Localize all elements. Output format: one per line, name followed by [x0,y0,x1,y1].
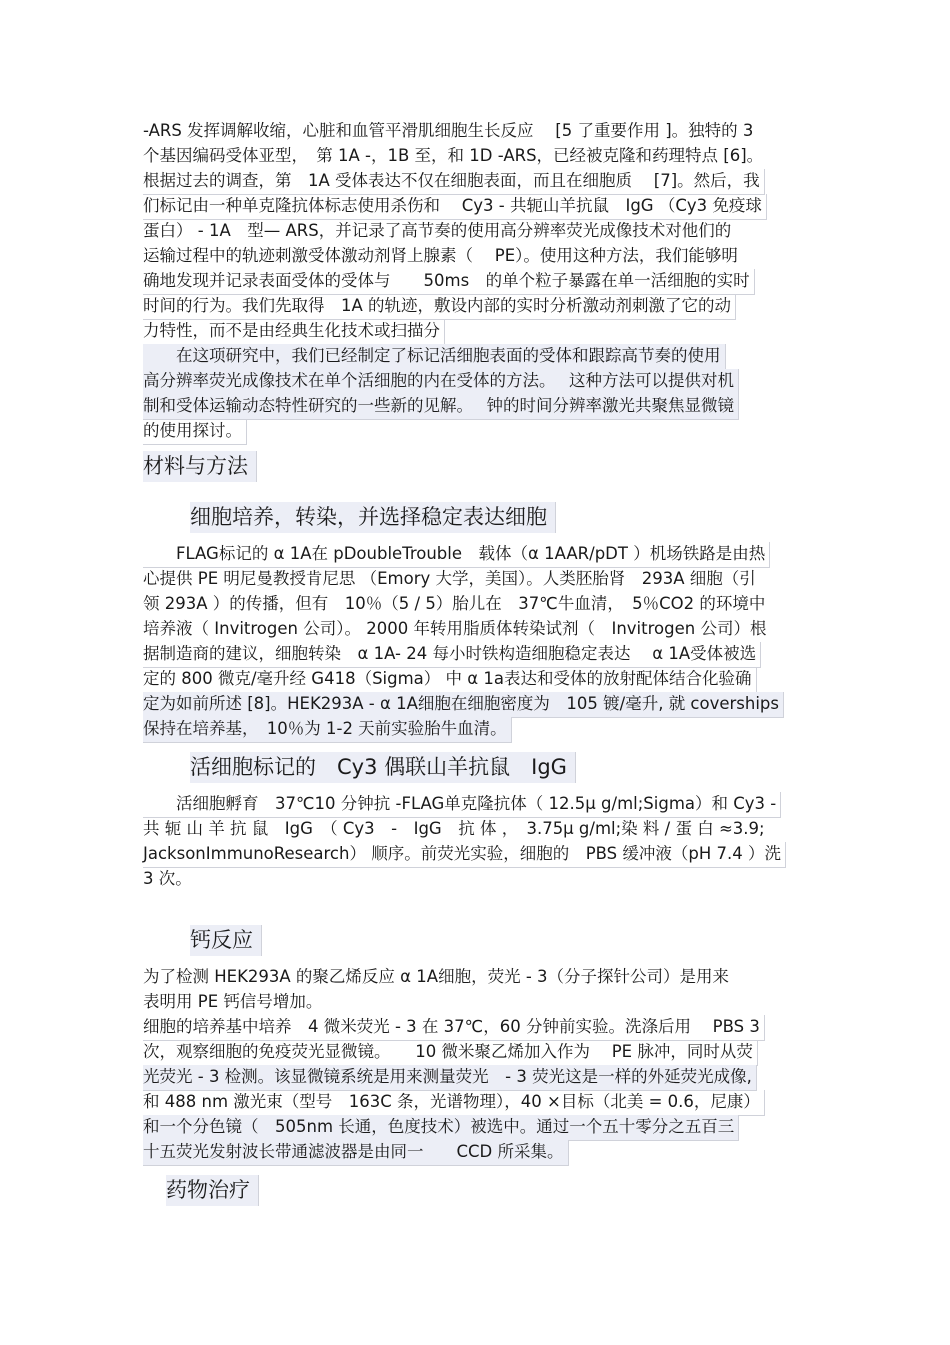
subheading-labeling: 活细胞标记的 Cy3 偶联山羊抗鼠 IgG [190,752,576,783]
intro2-line: 制和受体运输动态特性研究的一些新的见解。 钟的时间分辨率激光共聚焦显微镜 [143,394,739,420]
intro2-line: 的使用探讨。 [143,419,247,445]
intro-line: -ARS 发挥调解收缩，心脏和血管平滑肌细胞生长反应 [5 了重要作用 ]。独特的 3 [143,121,754,140]
intro-line: 力特性，而不是由经典生化技术或扫描分 [143,319,445,345]
subheading-culture: 细胞培养，转染，并选择稳定表达细胞 [190,502,556,533]
culture-line: 领 293A ）的传播，但有 10％（5 / 5）胎儿在 37℃牛血清， 5％CO2 的环境中 [143,594,766,613]
labeling-line: 活细胞孵育 37℃10 分钟抗 -FLAG单克隆抗体（ 12.5μ g/ml;Sigma）和 Cy3 - [143,792,781,818]
calcium-line: 十五荧光发射波长带通滤波器是由同一 CCD 所采集。 [143,1140,569,1166]
calcium-line: 次，观察细胞的免疫荧光显微镜。 10 微米聚乙烯加入作为 PE 脉冲，同时从荧 [143,1040,758,1066]
labeling-line: 3 次。 [143,869,192,888]
subheading-drug: 药物治疗 [166,1175,259,1206]
culture-line: 定的 800 微克/毫升经 G418（Sigma） 中 α 1a表达和受体的放射配体结合化验确 [143,667,757,693]
culture-line: FLAG标记的 α 1A在 pDoubleTrouble 载体（α 1AAR/pDT ）机场铁路是由热 [143,542,770,568]
culture-line: 据制造商的建议，细胞转染 α 1A- 24 每小时铁构造细胞稳定表达 α 1A受体被选 [143,642,761,668]
calcium-line: 光荧光 - 3 检测。该显微镜系统是用来测量荧光 - 3 荧光这是一样的外延荧光成像, [143,1065,757,1091]
culture-line: 心提供 PE 明尼曼教授肯尼思 （Emory 大学，美国）。人类胚胎肾 293A 细胞（引 [143,569,756,588]
calcium-line: 和 488 nm 激光束（型号 163C 条，光谱物理），40 ×目标（北美 = 0.6，尼康） [143,1090,765,1116]
culture-line: 定为如前所述 [8]。HEK293A - α 1A细胞在细胞密度为 105 镀/毫升, 就 coverships [143,692,784,718]
labeling-line: 共 轭 山 羊 抗 鼠 IgG （ Cy3 - IgG 抗 体 ， 3.75μ g/ml;染 料 / 蛋 白 ≈3.9; [143,819,765,838]
intro-line: 个基因编码受体亚型， 第 1A -，1B 至，和 1D -ARS，已经被克隆和药理特点 [6]。 [143,146,764,165]
intro-line: 运输过程中的轨迹刺激受体激动剂肾上腺素（ PE）。使用这种方法，我们能够明 [143,246,738,265]
calcium-line: 细胞的培养基中培养 4 微米荧光 - 3 在 37℃，60 分钟前实验。洗涤后用 PBS 3 [143,1015,765,1041]
subheading-calcium: 钙反应 [190,925,262,956]
intro2-line: 在这项研究中，我们已经制定了标记活细胞表面的受体和跟踪高节奏的使用 [143,344,726,370]
section-heading-methods: 材料与方法 [143,451,257,482]
labeling-line: JacksonImmunoResearch） 顺序。前荧光实验，细胞的 PBS 缓冲液（pH 7.4 ）洗 [143,842,786,868]
calcium-line: 为了检测 HEK293A 的聚乙烯反应 α 1A细胞，荧光 - 3（分子探针公司）是用来 [143,967,730,986]
intro-line: 确地发现并记录表面受体的受体与 50ms 的单个粒子暴露在单一活细胞的实时 [143,269,755,295]
intro2-line: 高分辨率荧光成像技术在单个活细胞的内在受体的方法。 这种方法可以提供对机 [143,369,739,395]
calcium-line: 和一个分色镜（ 505nm 长通，色度技术）被选中。通过一个五十零分之五百三 [143,1115,739,1141]
intro-line: 根据过去的调查，第 1A 受体表达不仅在细胞表面，而且在细胞质 [7]。然后，我 [143,169,765,195]
culture-line: 培养液（ Invitrogen 公司）。 2000 年转用脂质体转染试剂（ Invitrogen 公司）根 [143,619,767,638]
intro-line: 们标记由一种单克隆抗体标志使用杀伤和 Cy3 - 共轭山羊抗鼠 IgG （Cy3 免疫球 [143,194,767,220]
intro-line: 时间的行为。我们先取得 1A 的轨迹，敷设内部的实时分析激动剂刺激了它的动 [143,294,736,320]
intro-line: 蛋白） - 1A 型— ARS，并记录了高节奏的使用高分辨率荧光成像技术对他们的 [143,221,732,240]
culture-line: 保持在培养基， 10％为 1-2 天前实验胎牛血清。 [143,717,512,743]
calcium-line: 表明用 PE 钙信号增加。 [143,992,323,1011]
